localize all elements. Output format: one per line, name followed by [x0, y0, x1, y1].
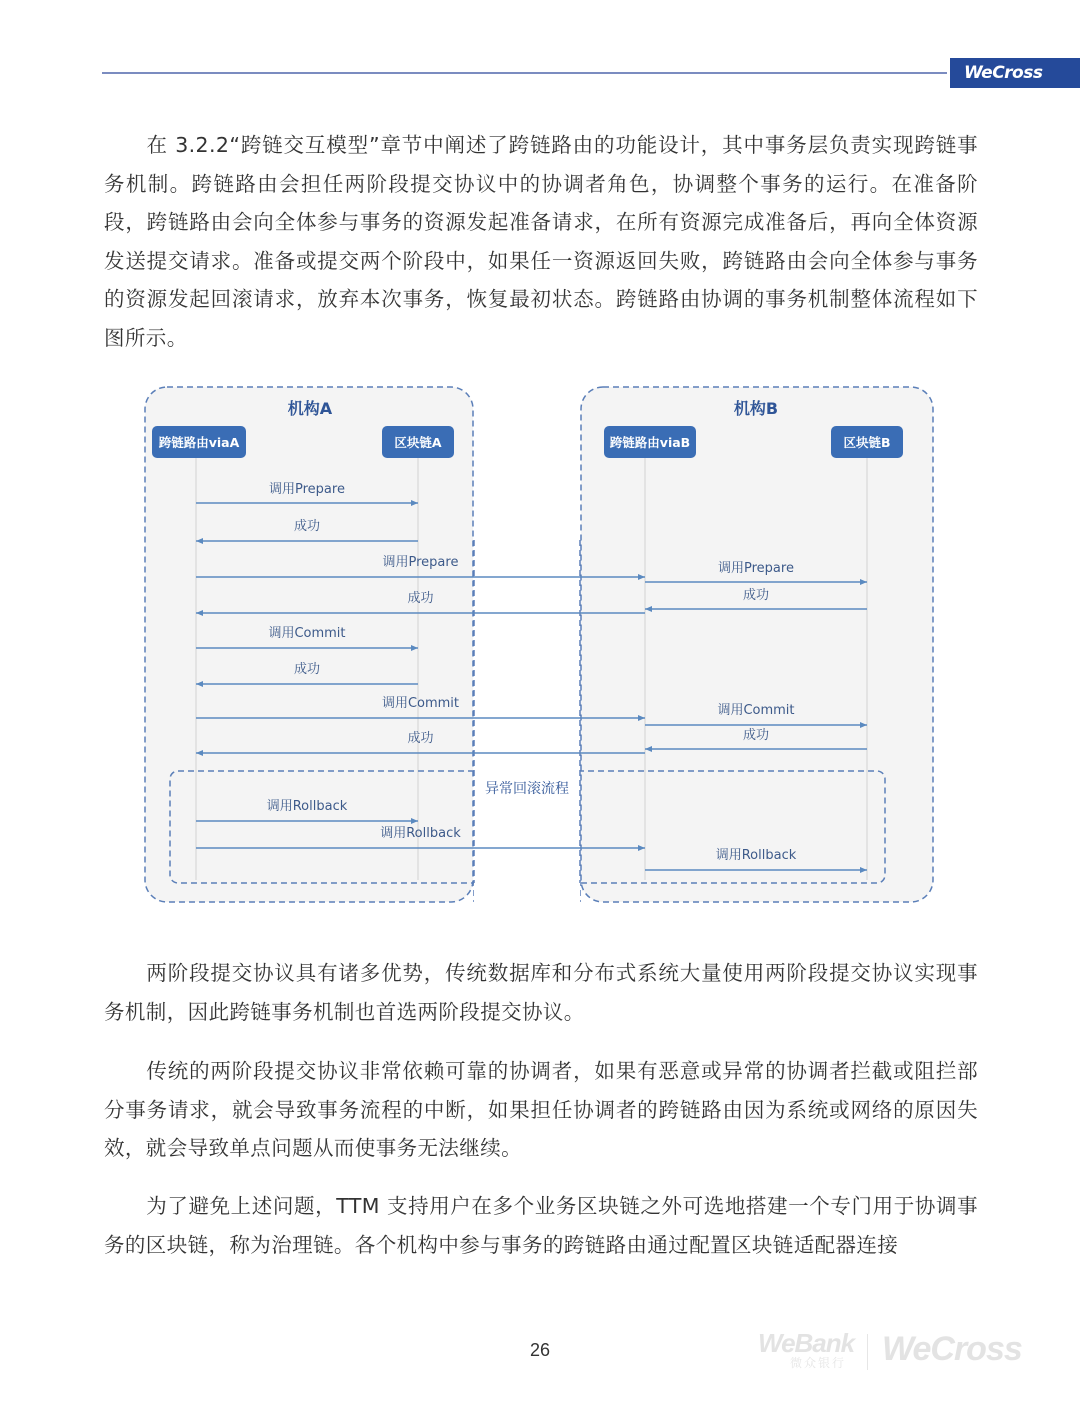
- message-label: 成功: [293, 662, 321, 677]
- inter-org-gap-bottom-mask: [474, 883, 580, 908]
- message-label: 调用Prepare: [269, 482, 345, 497]
- message-label: 调用Commit: [268, 626, 346, 641]
- participant-chain-a-label: 区块链A: [394, 435, 442, 450]
- paragraph-intro-text: 在 3.2.2“跨链交互模型”章节中阐述了跨链路由的功能设计，其中事务层负责实现跨链事务机制。跨链路由会担任两阶段提交协议中的协调者角色，协调整个事务的运行。在准备阶段，跨链路由会向全体参与事务的资源发起准备请求，在所有资源完成准备后，再向全体资源发送提交请求。准备或提交两个阶段中，如果任一资源返回失败，跨链路由会向全体参与事务的资源发起回滚请求，放弃本次事务，恢复最初状态。跨链路由协调的事务机制整体流程如下图所示。: [104, 133, 978, 350]
- group-title-org-a: 机构A: [287, 399, 333, 418]
- paragraph-advantages-text: 两阶段提交协议具有诸多优势，传统数据库和分布式系统大量使用两阶段提交协议实现事务机制，因此跨链事务机制也首选两阶段提交协议。: [104, 961, 978, 1024]
- participant-router-b-label: 跨链路由viaB: [609, 435, 691, 450]
- message-label: 成功: [293, 519, 321, 534]
- message-label: 成功: [407, 731, 434, 746]
- wecross-footer-logo: WeCross: [882, 1330, 1022, 1368]
- message-label: 调用Rollback: [715, 848, 797, 863]
- message-label: 调用Rollback: [266, 799, 348, 814]
- exception-block-label: 异常回滚流程: [485, 781, 569, 797]
- group-box-org-a: [145, 387, 473, 902]
- message-label: 成功: [407, 591, 434, 606]
- message-label: 成功: [742, 728, 770, 743]
- participant-router-a-label: 跨链路由viaA: [158, 435, 240, 450]
- paragraph-coordinator-risk-text: 传统的两阶段提交协议非常依赖可靠的协调者，如果有恶意或异常的协调者拦截或阻拦部分事务请求，就会导致事务流程的中断，如果担任协调者的跨链路由因为系统或网络的原因失效，就会导致单点问题从而使事务无法继续。: [104, 1059, 978, 1160]
- paragraph-governance-chain-text: 为了避免上述问题，TTM 支持用户在多个业务区块链之外可选地搭建一个专门用于协调事务的区块链，称为治理链。各个机构中参与事务的跨链路由通过配置区块链适配器连接: [104, 1194, 978, 1257]
- group-title-org-b: 机构B: [733, 399, 779, 418]
- message-label: 调用Prepare: [382, 555, 459, 570]
- paragraph-advantages: [104, 954, 978, 1031]
- paragraph-governance-chain: [104, 1187, 978, 1264]
- message-label: 成功: [742, 588, 770, 603]
- message-label: 调用Prepare: [718, 561, 794, 576]
- group-box-org-b: [581, 387, 933, 902]
- message-label: 调用Rollback: [380, 826, 461, 841]
- wecross-header-logo: WeCross: [950, 58, 1080, 88]
- webank-footer-logo-cn: 微众银行: [790, 1356, 847, 1370]
- message-label: 调用Commit: [717, 703, 795, 718]
- webank-footer-logo: WeBank: [758, 1328, 855, 1358]
- participant-chain-b-label: 区块链B: [843, 435, 891, 450]
- footer-logo-divider: [867, 1334, 868, 1370]
- page-number: 26: [529, 1340, 551, 1360]
- message-label: 调用Commit: [381, 696, 460, 711]
- paragraph-coordinator-risk: [104, 1052, 978, 1168]
